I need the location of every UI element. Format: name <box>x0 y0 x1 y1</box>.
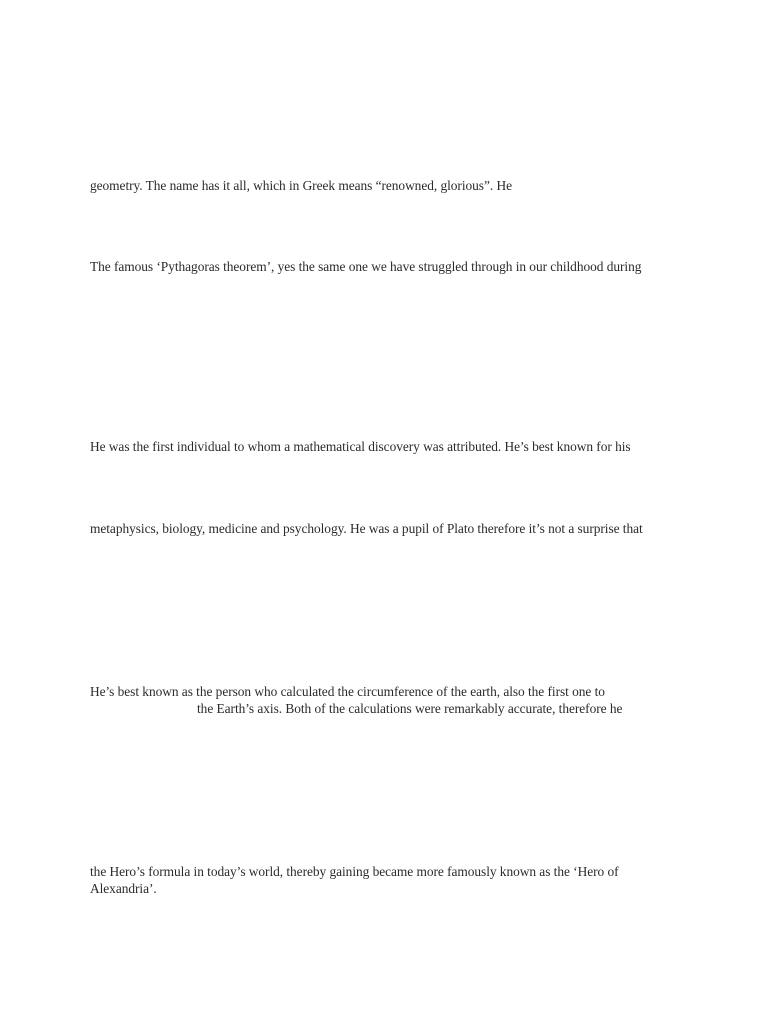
text-line-first-individual: He was the first individual to whom a mathematical discovery was attributed. He’s best known for his <box>90 439 631 454</box>
text-line-metaphysics: metaphysics, biology, medicine and psychology. He was a pupil of Plato therefore it’s not a surprise that <box>90 521 643 536</box>
text-line-hero-formula: the Hero’s formula in today’s world, thereby gaining became more famously known as the ‘Hero of <box>90 864 619 879</box>
text-line-earth-axis: the Earth’s axis. Both of the calculations were remarkably accurate, therefore he <box>197 701 623 716</box>
text-line-circumference: He’s best known as the person who calculated the circumference of the earth, also the first one to <box>90 684 605 699</box>
text-line-geometry: geometry. The name has it all, which in Greek means “renowned, glorious”. He <box>90 178 512 193</box>
text-line-pythagoras: The famous ‘Pythagoras theorem’, yes the same one we have struggled through in our childhood during <box>90 259 642 274</box>
text-line-alexandria: Alexandria’. <box>90 881 157 896</box>
